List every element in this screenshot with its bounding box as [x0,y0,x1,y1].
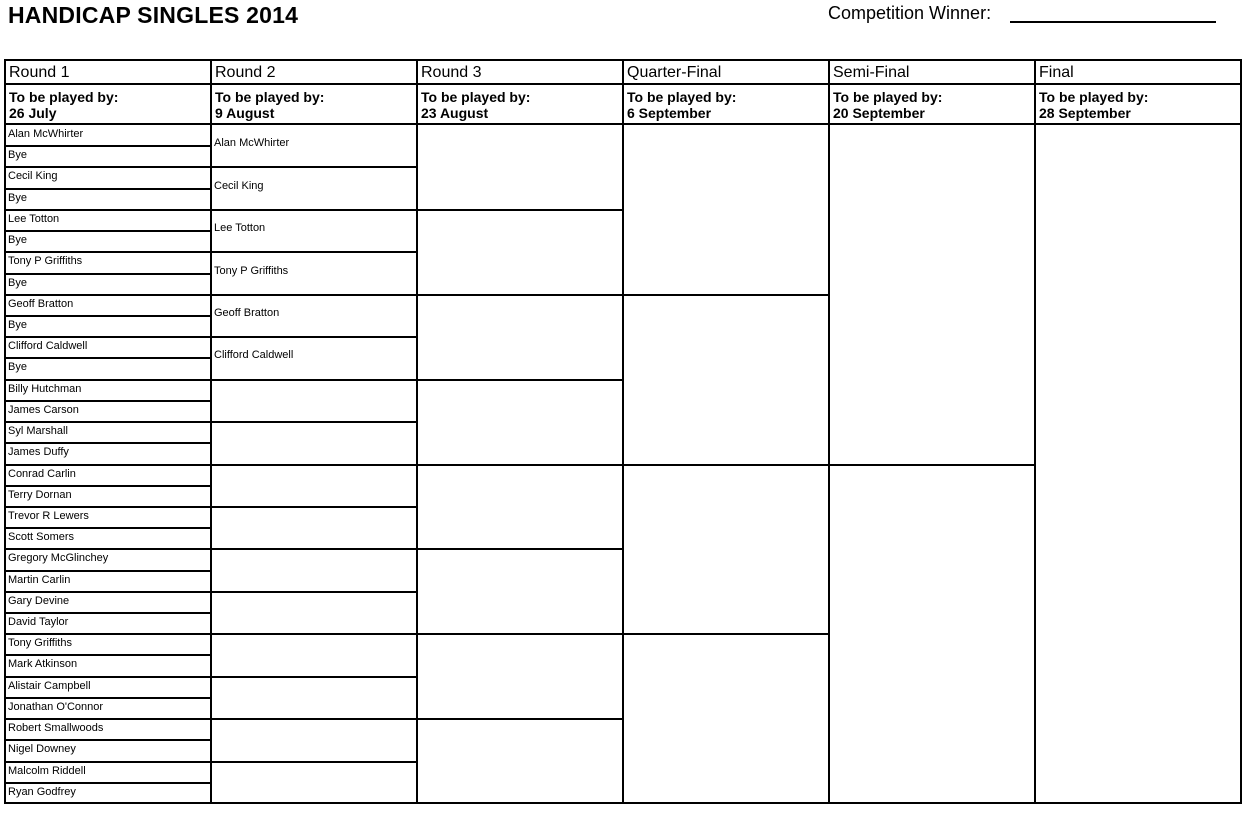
deadline-date: 6 September [627,105,712,121]
match-separator [4,357,212,359]
match-separator [828,464,1036,466]
match-separator [4,591,212,593]
match-separator [210,761,418,763]
match-separator [210,336,418,338]
round1-entry[interactable]: Bye [8,234,27,246]
round-deadline-5 [833,89,942,121]
match-separator [210,209,418,211]
round1-entry[interactable]: Malcolm Riddell [8,765,86,777]
match-separator [4,739,212,741]
match-separator [4,166,212,168]
round-name-5: Semi-Final [833,64,910,81]
round1-entry[interactable]: Lee Totton [8,213,60,225]
column-divider [210,59,212,804]
round1-entry[interactable]: Alan McWhirter [8,128,84,140]
round1-entry[interactable]: Mark Atkinson [8,658,78,670]
match-separator [210,251,418,253]
round1-entry[interactable]: Geoff Bratton [8,298,74,310]
match-separator [4,421,212,423]
round1-entry[interactable]: Tony Griffiths [8,637,72,649]
match-separator [4,294,212,296]
match-separator [416,548,624,550]
round-name-1: Round 1 [9,64,70,81]
match-separator [210,718,418,720]
deadline-date: 9 August [215,105,275,121]
match-separator [4,548,212,550]
match-separator [210,506,418,508]
column-divider [828,59,830,804]
round1-entry[interactable]: Cecil King [8,170,58,182]
match-separator [416,633,624,635]
round1-entry[interactable]: Bye [8,319,27,331]
match-separator [4,782,212,784]
match-separator [622,633,830,635]
match-separator [4,612,212,614]
match-separator [622,294,830,296]
deadline-date: 26 July [9,105,57,121]
header-divider [4,123,1242,125]
round2-entry[interactable]: Clifford Caldwell [214,349,294,361]
deadline-label: To be played by: [9,89,119,105]
match-separator [4,697,212,699]
round1-entry[interactable]: Jonathan O'Connor [8,701,104,713]
match-separator [4,442,212,444]
round1-entry[interactable]: Trevor R Lewers [8,510,89,522]
round1-entry[interactable]: Ryan Godfrey [8,786,76,798]
match-separator [4,230,212,232]
match-separator [210,548,418,550]
match-separator [4,336,212,338]
round-name-2: Round 2 [215,64,276,81]
round2-entry[interactable]: Geoff Bratton [214,307,280,319]
match-separator [416,209,624,211]
match-separator [210,379,418,381]
match-separator [416,718,624,720]
match-separator [4,251,212,253]
round-deadline-3 [421,89,530,121]
round1-entry[interactable]: Conrad Carlin [8,468,76,480]
round1-entry[interactable]: Scott Somers [8,531,75,543]
round1-entry[interactable]: Robert Smallwoods [8,722,104,734]
match-separator [4,485,212,487]
round-name-6: Final [1039,64,1074,81]
match-separator [4,506,212,508]
match-separator [4,761,212,763]
round1-entry[interactable]: Gregory McGlinchey [8,552,109,564]
round1-entry[interactable]: Syl Marshall [8,425,68,437]
match-separator [4,718,212,720]
round-name-4: Quarter-Final [627,64,722,81]
deadline-date: 28 September [1039,105,1131,121]
match-separator [210,676,418,678]
round1-entry[interactable]: David Taylor [8,616,69,628]
round-deadline-4 [627,89,736,121]
round1-entry[interactable]: Gary Devine [8,595,70,607]
round1-entry[interactable]: Bye [8,192,27,204]
round1-entry[interactable]: Bye [8,277,27,289]
deadline-label: To be played by: [215,89,325,105]
column-divider [622,59,624,804]
match-separator [4,145,212,147]
deadline-label: To be played by: [833,89,943,105]
deadline-date: 20 September [833,105,925,121]
match-separator [4,315,212,317]
match-separator [4,400,212,402]
header-divider [4,83,1242,85]
column-divider [1034,59,1036,804]
deadline-label: To be played by: [627,89,737,105]
match-separator [4,654,212,656]
round2-entry[interactable]: Alan McWhirter [214,137,290,149]
match-separator [416,464,624,466]
round-deadline-2 [215,89,324,121]
match-separator [210,633,418,635]
round1-entry[interactable]: Alistair Campbell [8,680,91,692]
round-name-3: Round 3 [421,64,482,81]
round1-entry[interactable]: Nigel Downey [8,743,76,755]
round1-entry[interactable]: Bye [8,149,27,161]
deadline-label: To be played by: [1039,89,1149,105]
round1-entry[interactable]: James Duffy [8,446,69,458]
match-separator [4,379,212,381]
deadline-date: 23 August [421,105,489,121]
round-deadline-1 [9,89,118,121]
match-separator [4,188,212,190]
competition-winner-field[interactable] [1010,21,1216,23]
deadline-label: To be played by: [421,89,531,105]
round1-entry[interactable]: Terry Dornan [8,489,72,501]
round1-entry[interactable]: Martin Carlin [8,574,71,586]
round1-entry[interactable]: James Carson [8,404,79,416]
match-separator [210,591,418,593]
match-separator [622,464,830,466]
match-separator [4,527,212,529]
round1-entry[interactable]: Billy Hutchman [8,383,82,395]
match-separator [416,379,624,381]
match-separator [4,209,212,211]
round1-entry[interactable]: Tony P Griffiths [8,255,83,267]
column-divider [416,59,418,804]
match-separator [210,421,418,423]
round2-entry[interactable]: Tony P Griffiths [214,265,289,277]
round-deadline-6 [1039,89,1148,121]
round2-entry[interactable]: Lee Totton [214,222,266,234]
round1-entry[interactable]: Bye [8,361,27,373]
match-separator [416,294,624,296]
match-separator [4,633,212,635]
match-separator [4,676,212,678]
match-separator [4,570,212,572]
match-separator [210,166,418,168]
round1-entry[interactable]: Clifford Caldwell [8,340,88,352]
competition-winner-label: Competition Winner: [828,3,992,23]
match-separator [4,464,212,466]
round2-entry[interactable]: Cecil King [214,180,264,192]
match-separator [4,273,212,275]
match-separator [210,294,418,296]
match-separator [210,464,418,466]
page-title: HANDICAP SINGLES 2014 [8,2,299,28]
